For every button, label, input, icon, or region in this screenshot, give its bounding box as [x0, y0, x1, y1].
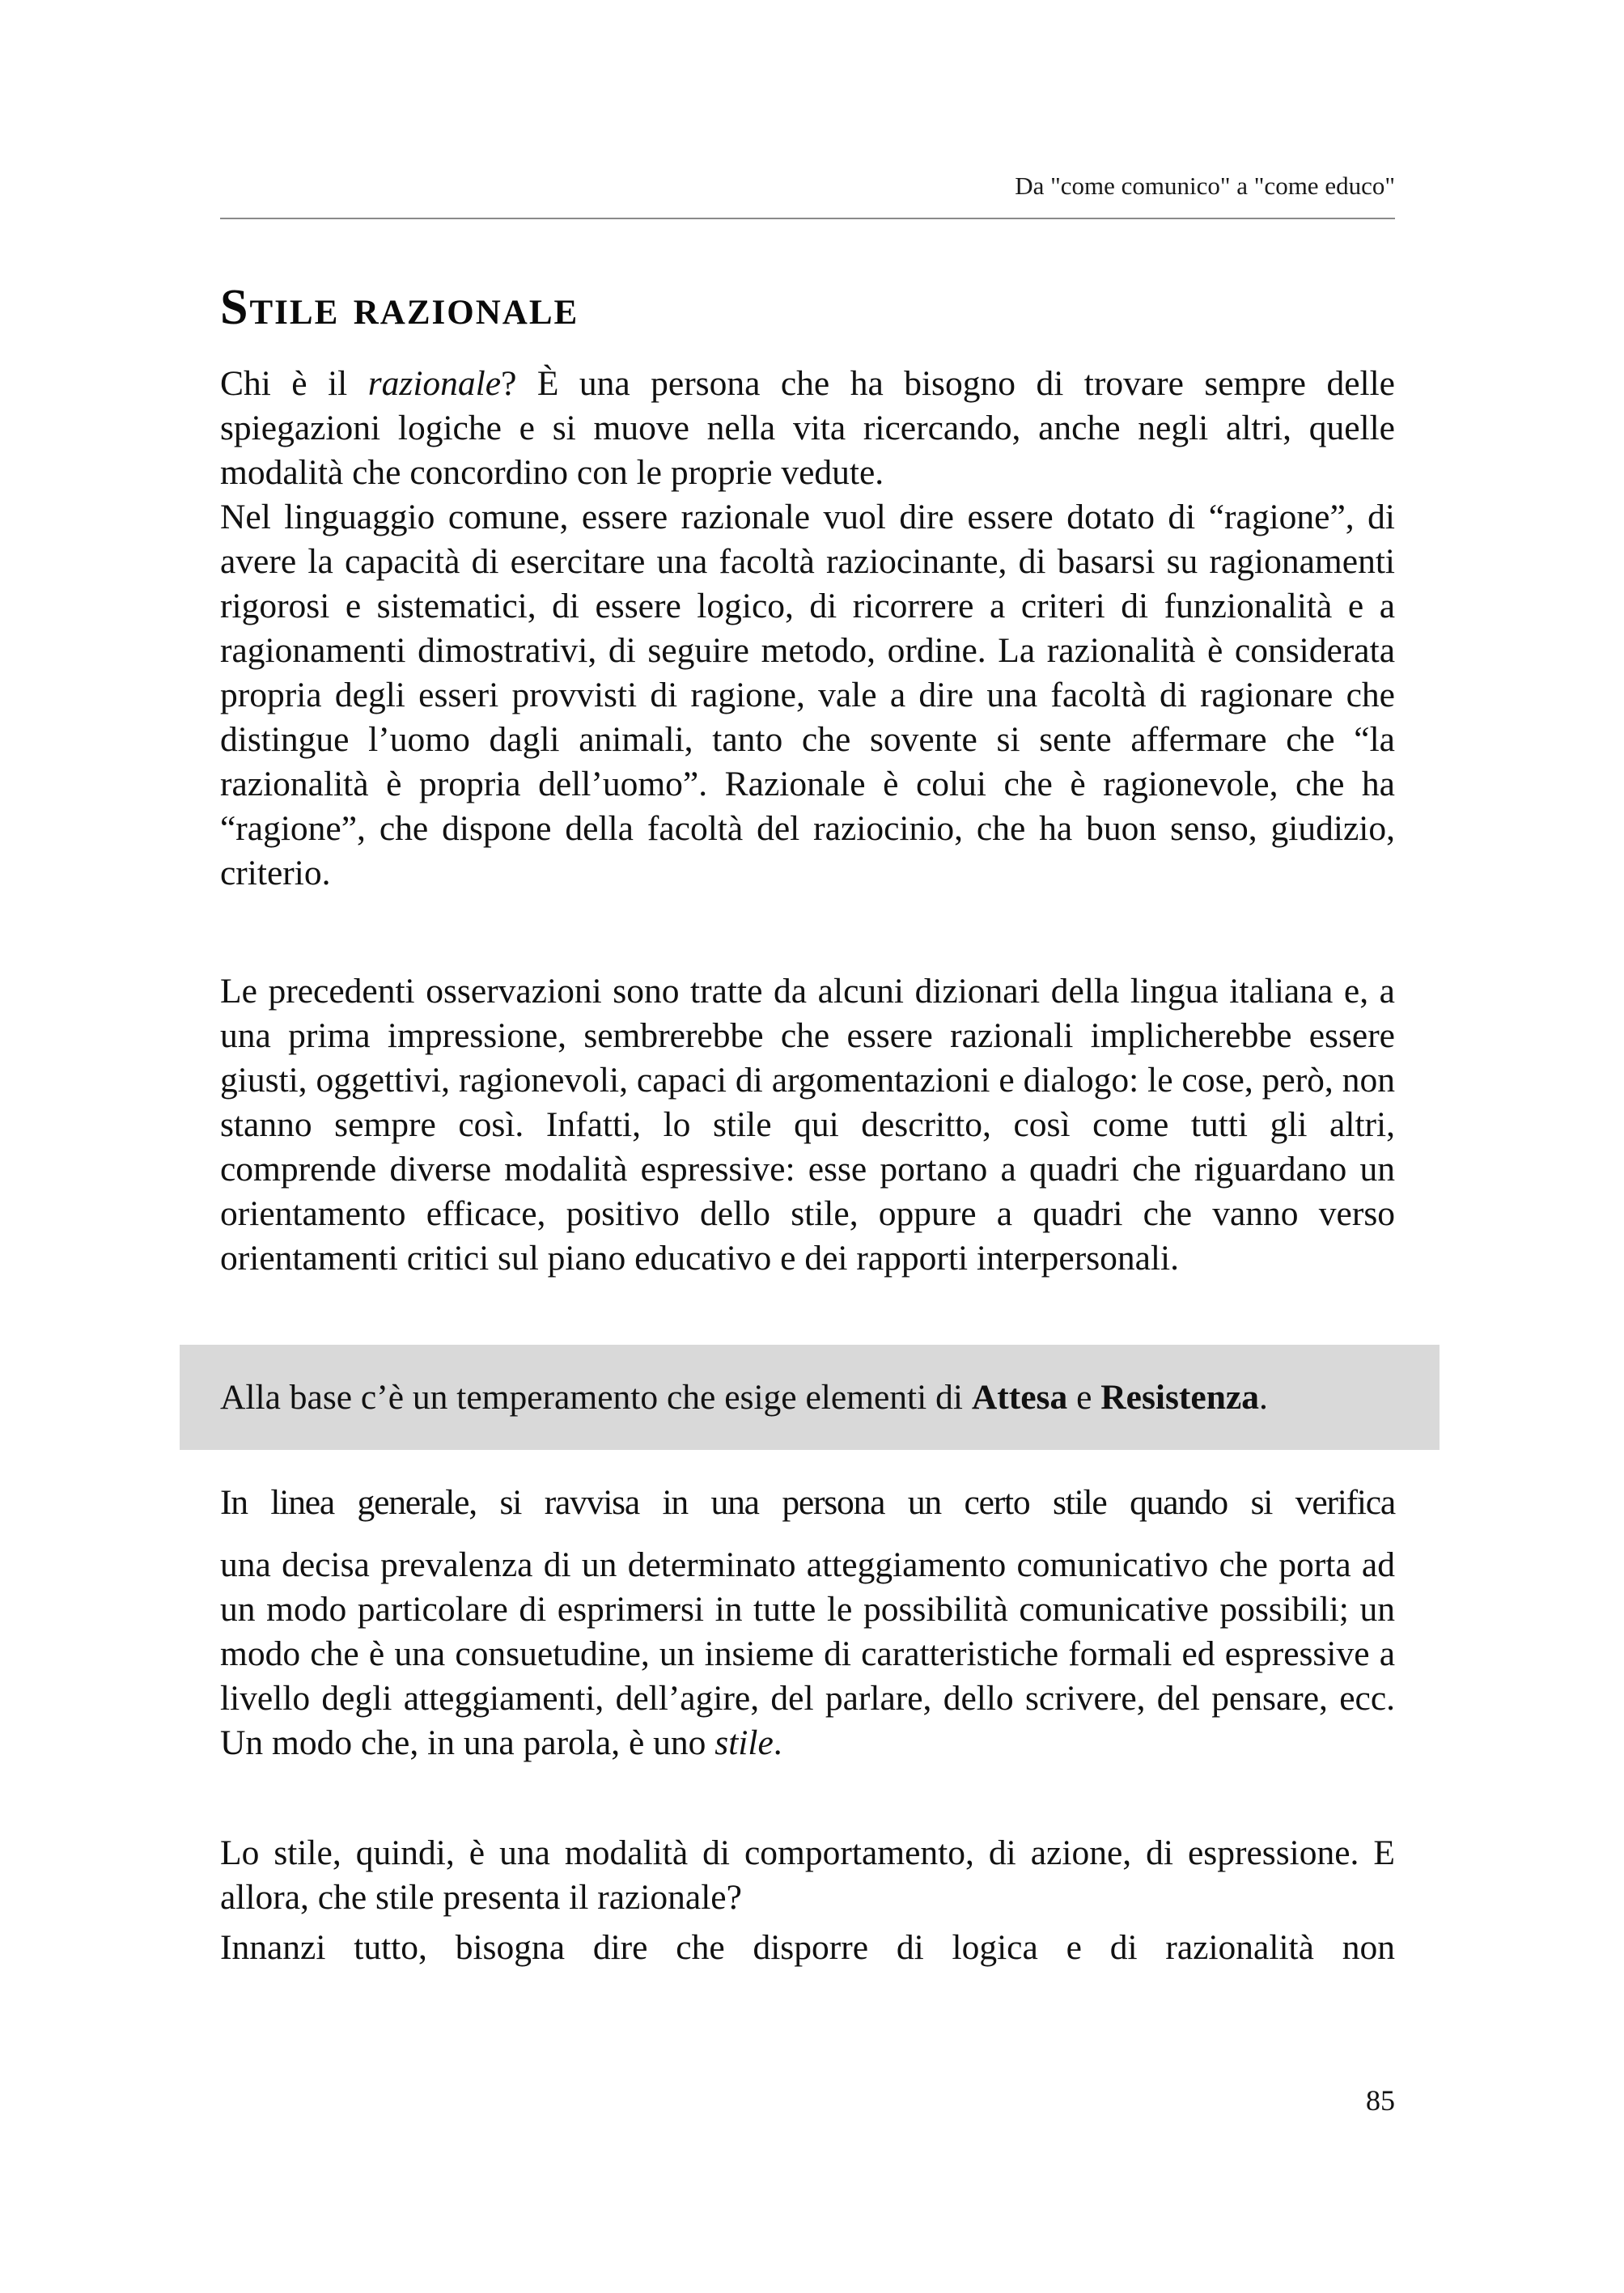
body-block-5	[220, 1926, 1395, 1970]
running-header: Da "come comunico" a "come educo"	[1015, 172, 1395, 200]
text-run: Chi è il	[220, 364, 368, 403]
section-title: Stile razionale	[220, 280, 579, 335]
body-block-3	[220, 1481, 1395, 1765]
emphasis-razionale: razionale	[367, 364, 502, 403]
paragraph-definition: Nel linguaggio comune, essere razionale vuol dire essere dotato di “ragione”, di avere la capacità di esercitare una facoltà raziocinante, di basarsi su ragionamenti rigorosi e sistematici, di essere logico, di ricorrere a criteri di funzionalità e a ragionamenti dimostrativi, di seguire metodo, ordine. La razionalità è considerata propria degli esseri provvisti di ragione, vale a dire una facoltà di ragionare che distingue l’uomo dagli animali, tanto che sovente si sente affermare che “la razionalità è propria dell’uomo”. Razionale è colui che è ragionevole, che ha “ragione”, che dispone della facoltà del raziocinio, che ha buon senso, giudizio, criterio.	[220, 498, 1395, 892]
header-divider	[220, 218, 1395, 219]
body-block-1	[220, 362, 1395, 896]
keyword-attesa: Attesa	[971, 1378, 1068, 1417]
text-run: e	[1067, 1378, 1101, 1417]
callout-text	[220, 1377, 1268, 1418]
body-block-2	[220, 969, 1395, 1281]
text-run: ? È una persona che ha bisogno di trovare sempre delle spiegazioni logiche e si muove nella vita ricercando, anche negli altri, quelle modalità che concordino con le proprie vedute.	[220, 364, 1395, 492]
text-run: .	[773, 1723, 782, 1762]
page-number: 85	[1366, 2084, 1395, 2117]
callout-box	[180, 1345, 1440, 1450]
paragraph-general-line: In linea generale, si ravvisa in una persona un certo stile quando si verifica	[220, 1483, 1395, 1522]
paragraph-continuation: Innanzi tutto, bisogna dire che disporre di logica e di razionalità non	[220, 1928, 1395, 1967]
paragraph-intro	[220, 362, 1395, 495]
paragraph-observations: Le precedenti osservazioni sono tratte da alcuni dizionari della lingua italiana e, a una prima impressione, sembrerebbe che essere razionali implicherebbe essere giusti, oggettivi, ragionevoli, capaci di argomentazioni e dialogo: le cose, però, non stanno sempre così. Infatti, lo stile qui descritto, così come tutti gli altri, comprende diverse modalità espressive: esse portano a quadri che riguardano un orientamento efficace, positivo dello stile, oppure a quadri che vanno verso orientamenti critici sul piano educativo e dei rapporti interpersonali.	[220, 972, 1395, 1278]
emphasis-stile: stile	[714, 1723, 774, 1762]
text-run: .	[1258, 1378, 1268, 1417]
keyword-resistenza: Resistenza	[1100, 1378, 1259, 1417]
paragraph-style-definition	[220, 1543, 1395, 1765]
paragraph-style-question: Lo stile, quindi, è una modalità di comportamento, di azione, di espressione. E allora, che stile presenta il razionale?	[220, 1833, 1395, 1917]
body-block-4	[220, 1831, 1395, 1920]
text-run: Alla base c’è un temperamento che esige elementi di	[220, 1378, 972, 1417]
text-run: una decisa prevalenza di un determinato atteggiamento comunicativo che porta ad un modo particolare di esprimersi in tutte le possibilità comunicative possibili; un modo che è una consuetudine, un insieme di caratteristiche formali ed espressive a livello degli atteggiamenti, dell’agire, del parlare, dello scrivere, del pensare, ecc. Un modo che, in una parola, è uno	[220, 1545, 1395, 1762]
